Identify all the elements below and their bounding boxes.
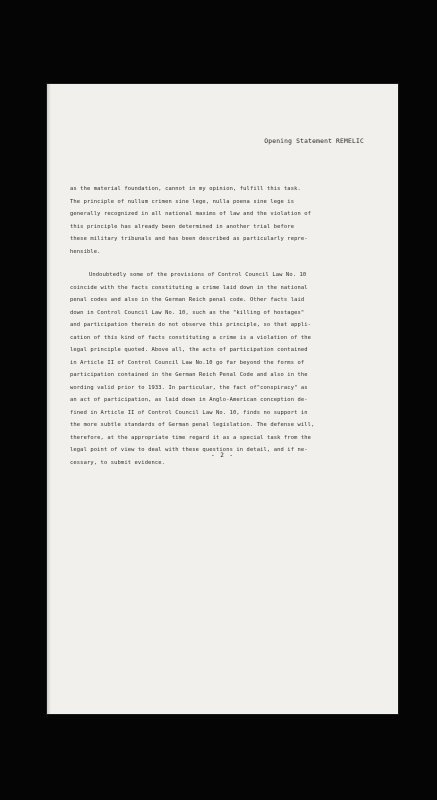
text-line: cessary, to submit evidence. (70, 459, 166, 466)
text-line: legal principle quoted. Above all, the acts of participation contained (70, 347, 308, 353)
page-number: - 2 - (210, 452, 235, 459)
text-line: and participation therein do not observe this principle, so that appli- (70, 322, 312, 328)
text-line: Undoubtedly some of the provisions of Control Council Law No. 10 (89, 272, 307, 278)
document-body (70, 183, 390, 469)
text-line: penal codes and also in the German Reich penal code. Other facts laid (70, 297, 305, 303)
text-line: participation contained in the German Reich Penal Code and also in the (70, 372, 308, 378)
text-line: therefore, at the appropriate time regard it as a special task from the (70, 434, 312, 441)
paragraph-1 (70, 183, 390, 258)
text-line: cation of this kind of facts constituting a crime is a violation of the (70, 334, 312, 341)
page-fold-shadow (47, 84, 51, 714)
text-line: hensible. (70, 248, 101, 255)
text-line: legal point of view to deal with these questions in detail, and if ne- (70, 447, 308, 453)
text-line: an act of participation, as laid down in Anglo-American conception de- (70, 397, 308, 403)
text-line: as the material foundation, cannot in my opinion, fulfill this task. (70, 186, 301, 192)
text-line: these military tribunals and has been described as particularly repre- (70, 236, 308, 242)
text-line: down in Control Council Law No. 10, such as the "killing of hostages" (70, 309, 305, 316)
text-line: The principle of nullum crimen sine lege, nulla poena sine lege is (70, 198, 295, 205)
text-line: fined in Article II of Control Council Law No. 10, finds no support in (70, 409, 308, 416)
paragraph-2 (70, 269, 390, 469)
text-line: wording valid prior to 1933. In particular, the fact of"conspiracy" as (70, 384, 308, 391)
text-line: generally recognized in all national maxims of law and the violation of (70, 211, 312, 217)
document-page (47, 84, 398, 714)
text-line: in Article II of Control Council Law No.10 go far beyond the forms of (70, 359, 305, 366)
page-header: Opening Statement REMELIC (264, 138, 364, 145)
text-line: the more subtle standards of German penal legislation. The defense will, (70, 422, 315, 428)
text-line: this principle has already been determined in another trial before (70, 223, 295, 230)
text-line: coincide with the facts constituting a crime laid down in the national (70, 284, 308, 291)
